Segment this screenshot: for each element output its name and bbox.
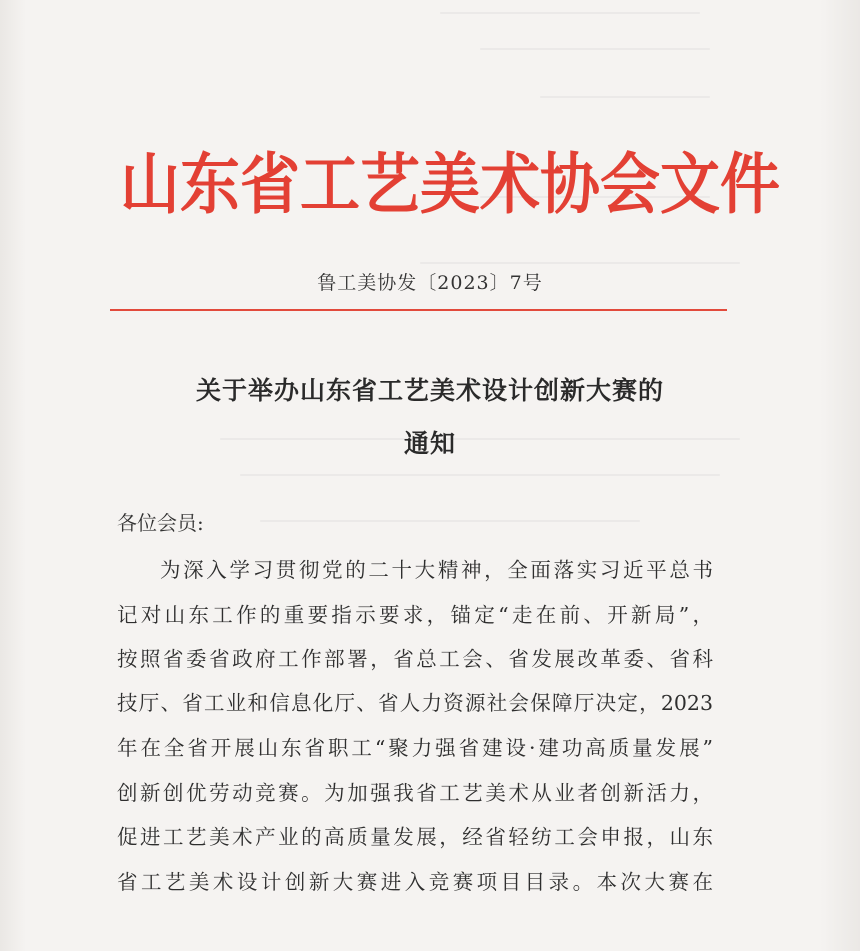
body-line: 为深入学习贯彻党的二十大精神，全面落实习近平总书 [160,558,713,582]
body-line: 创新创优劳动竞赛。为加强我省工艺美术从业者创新活力， [117,781,713,805]
body-line: 促进工艺美术产业的高质量发展，经省轻纺工会申报，山东 [117,825,713,849]
body-line: 年在全省开展山东省职工“聚力强省建设·建功高质量发展” [117,736,713,760]
body-line: 记对山东工作的重要指示要求，锚定“走在前、开新局”， [117,603,713,627]
issuing-organization-title: 山东省工艺美术协会文件 [120,146,780,224]
document-number: 鲁工美协发〔2023〕7号 [317,272,543,294]
red-divider-line [110,309,727,311]
body-line: 技厅、省工业和信息化厅、省人力资源社会保障厅决定，2023 [117,691,713,715]
notice-title-line-2: 通知 [403,429,456,458]
body-line: 按照省委省政府工作部署，省总工会、省发展改革委、省科 [117,647,713,671]
body-line: 省工艺美术设计创新大赛进入竞赛项目目录。本次大赛在 [117,870,713,894]
salutation: 各位会员: [117,511,204,535]
notice-title-line-1: 关于举办山东省工艺美术设计创新大赛的 [195,376,664,405]
